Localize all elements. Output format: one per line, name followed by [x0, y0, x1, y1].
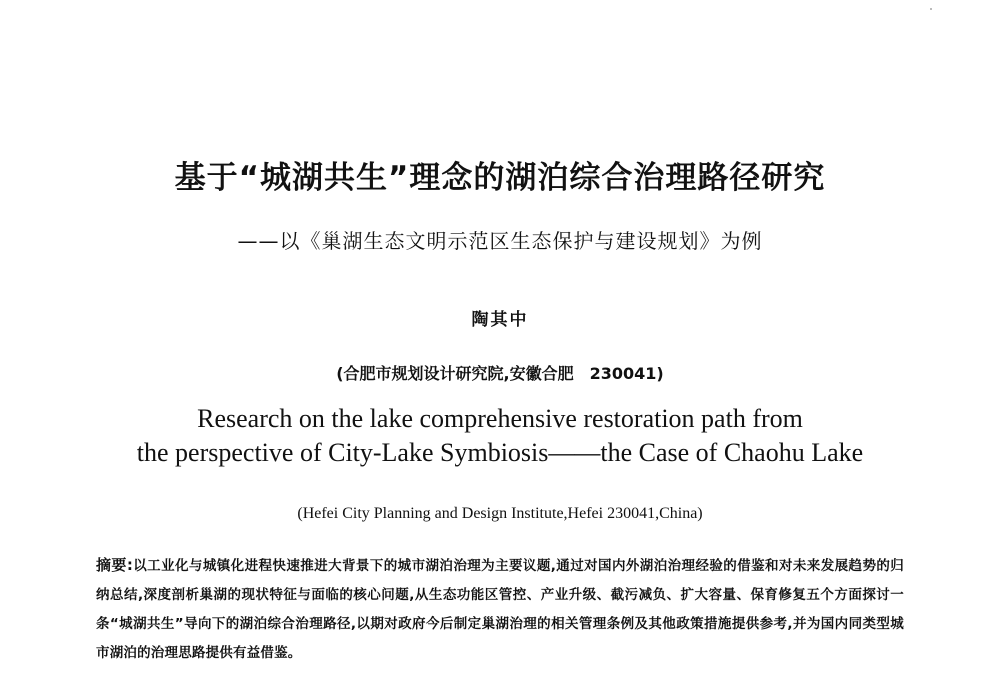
abstract-label: 摘要:	[96, 556, 134, 574]
affiliation-en: (Hefei City Planning and Design Institute,Hefei 230041,China)	[297, 505, 703, 522]
paper-title-en-line2: the perspective of City-Lake Symbiosis——the Case of Chaohu Lake	[136, 438, 864, 467]
affiliation-cn: (合肥市规划设计研究院,安徽合肥 230041)	[336, 364, 664, 383]
paper-title-en	[0, 402, 1000, 470]
paper-title-en-line1: Research on the lake comprehensive restoration path from	[197, 404, 803, 433]
paper-subtitle-cn: ——以《巢湖生态文明示范区生态保护与建设规划》为例	[237, 229, 763, 253]
abstract-text: 以工业化与城镇化进程快速推进大背景下的城市湖泊治理为主要议题,通过对国内外湖泊治理经验的借鉴和对未来发展趋势的归纳总结,深度剖析巢湖的现状特征与面临的核心问题,从生态功能区管控、产业升级、截污减负、扩大容量、保育修复五个方面探讨一条“城湖共生”导向下的湖泊综合治理路径,以期对政府今后制定巢湖治理的相关管理条例及其他政策措施提供参考,并为国内同类型城市湖泊的治理思路提供有益借鉴。	[96, 558, 905, 661]
abstract-paragraph	[96, 551, 904, 668]
paper-title-cn: 基于“城湖共生”理念的湖泊综合治理路径研究	[174, 160, 826, 196]
author-name-cn: 陶其中	[471, 310, 529, 330]
scan-speck	[930, 8, 932, 10]
